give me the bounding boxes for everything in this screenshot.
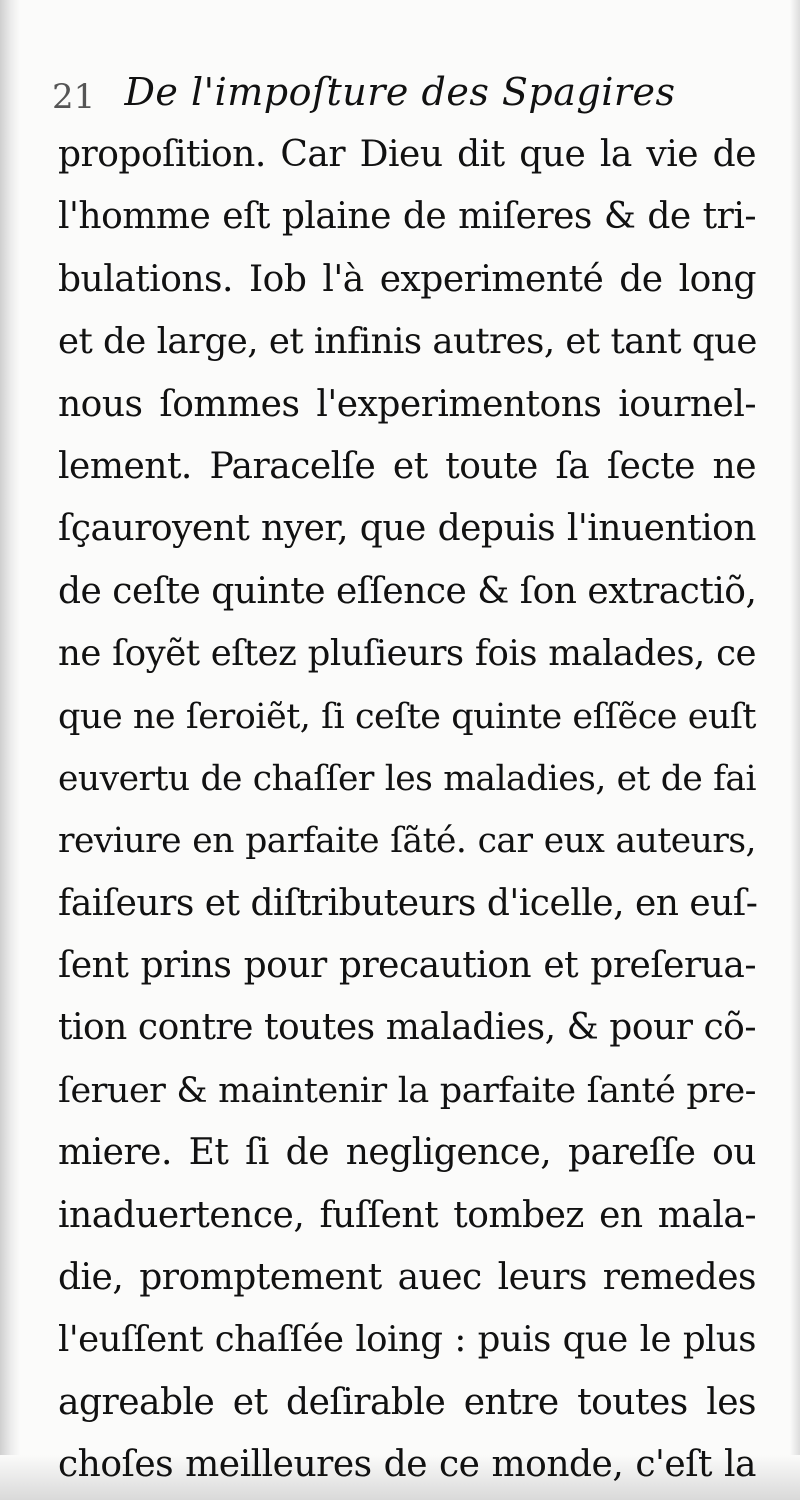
text-line: l'homme eſt plaine de miſeres & de tri- — [58, 196, 756, 238]
text-line: reviure en parfaite ſãté. car eux auteurs, — [58, 821, 756, 862]
page-gutter-shadow — [0, 0, 20, 1500]
text-line: inaduertence, fuſſent tombez en mala- — [58, 1194, 756, 1236]
text-line: faiſeurs et diſtributeurs d'icelle, en euſ- — [58, 882, 758, 924]
text-line: die, promptement auec leurs remedes — [58, 1257, 756, 1299]
text-line: lement. Paracelſe et toute ſa ſecte ne — [58, 445, 756, 487]
text-line: et de large, et infinis autres, et tant que — [58, 321, 757, 363]
text-line: ſent prins pour precaution et preſerua- — [58, 945, 756, 987]
text-line: l'euſſent chaſſée loing : puis que le plus — [58, 1319, 756, 1361]
text-line: agreable et deſirable entre toutes les — [58, 1381, 756, 1423]
text-line: choſes meilleures de ce monde, c'eſt la — [58, 1444, 756, 1486]
text-line: ne ſoyẽt eſtez pluſieurs fois malades, ce — [58, 633, 756, 675]
text-line: ſçauroyent nyer, que depuis l'inuention — [58, 508, 756, 550]
text-line: euvertu de chaſſer les maladies, et de fai — [58, 758, 756, 799]
running-title: De l'impoſture des Spagires — [124, 70, 676, 114]
body-text — [58, 124, 756, 1497]
page-edge-shadow — [790, 0, 800, 1500]
text-line: que ne ſeroiẽt, ſi ceſte quinte eſſẽce euſt — [58, 696, 756, 737]
text-line: de ceſte quinte eſſence & ſon extractiõ, — [58, 570, 757, 612]
text-line: bulations. Iob l'à experimenté de long — [58, 258, 756, 300]
page-number: 21 — [52, 77, 96, 117]
text-line: propoſition. Car Dieu dit que la vie de — [58, 134, 756, 175]
text-line: miere. Et ſi de negligence, pareſſe ou — [58, 1132, 756, 1174]
text-line: nous ſommes l'experimentons iournel- — [58, 383, 756, 425]
text-line: ſeruer & maintenir la parfaite ſanté pre- — [58, 1070, 756, 1111]
text-line: tion contre toutes maladies, & pour cõ- — [58, 1007, 756, 1049]
